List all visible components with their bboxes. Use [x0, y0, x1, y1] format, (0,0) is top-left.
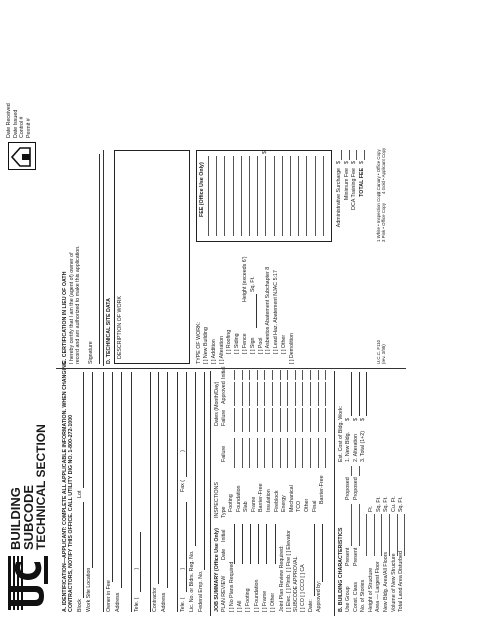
fee-line[interactable] [315, 156, 316, 236]
inspection-barrier-free-2: Barrier-Free [319, 475, 326, 504]
work-lead[interactable]: [ ] Lead Haz. Abatement NJAC 5:17 [273, 270, 280, 354]
plan-line-5[interactable] [266, 524, 267, 564]
use-group-label: Use Group [345, 586, 351, 612]
copies-left [376, 192, 387, 242]
inspection-cell-line[interactable] [234, 382, 235, 406]
inspection-cell-line[interactable] [257, 382, 258, 406]
form-number [376, 340, 387, 364]
center-divider [56, 368, 406, 369]
est-cost-label: Est. Cost of Bldg. Work: [338, 405, 344, 462]
work-demolition[interactable]: [ ] Demolition [288, 333, 295, 364]
fee-line[interactable] [282, 156, 283, 236]
inspection-cell-line[interactable] [318, 370, 319, 380]
fee-line[interactable] [265, 156, 266, 236]
inspection-cell-line[interactable] [242, 408, 243, 432]
subcode-approval-label: SUBCODE APPROVAL [293, 556, 299, 612]
fed-emp-label: Federal Emp. No. [198, 570, 204, 612]
owner-address-line[interactable] [121, 372, 122, 588]
cost-alteration: 2. Alteration [352, 434, 359, 462]
plan-review-date: Date [221, 548, 227, 560]
signature-line[interactable] [99, 154, 100, 364]
inspection-cell-line[interactable] [302, 438, 303, 468]
inspection-fireblock: Fireblock [273, 490, 280, 512]
contractor-line[interactable] [158, 372, 159, 584]
sqft-unit-1: Sq. Ft. [375, 496, 382, 512]
cost-line-2[interactable] [359, 372, 360, 416]
inspection-mechanical: Mechanical [288, 485, 295, 512]
lot-line[interactable] [83, 372, 84, 488]
ucc-logo-icon [6, 554, 50, 612]
inspection-type-header: Type [221, 506, 227, 518]
inspection-cell-line[interactable] [310, 408, 311, 432]
plan-item-footing[interactable]: [ ] Footing [245, 588, 252, 612]
inspection-cell-line[interactable] [272, 408, 273, 432]
fee-line[interactable] [216, 156, 217, 236]
title-line-2: SUBCODE [21, 484, 36, 550]
fee-line[interactable] [274, 156, 275, 236]
inspection-cell-line[interactable] [280, 438, 281, 468]
present-label-1: Present [345, 547, 351, 566]
inspection-final: Final [311, 500, 318, 512]
inspection-cell-line[interactable] [310, 370, 311, 380]
inspection-cell-line[interactable] [234, 438, 235, 468]
building-characteristic-line[interactable] [389, 514, 390, 556]
contractor-tele-line[interactable] [186, 502, 187, 592]
inspection-foundation: Foundation [235, 485, 242, 512]
sign-sqft-line[interactable] [256, 294, 257, 328]
contractor-address-label: Address [161, 592, 167, 612]
fee-line[interactable] [224, 156, 225, 236]
owner-tele-close: ) [134, 567, 140, 570]
work-sign[interactable]: [ ] Sign [249, 337, 256, 354]
contractor-tele-close: ) [180, 567, 186, 570]
fee-summary-line[interactable] [364, 150, 365, 160]
cost-dollar-1: $ [345, 418, 351, 421]
inspection-cell-line[interactable] [302, 382, 303, 406]
fence-height-note: Height (exceeds 6') [242, 256, 248, 302]
new-bldg-area-label: New Bldg. Area/All Floors [382, 551, 389, 612]
fee-summary-line[interactable] [349, 150, 350, 160]
control-no-label: Control # [19, 116, 26, 138]
work-other[interactable]: [ ] Other [280, 334, 287, 354]
inspection-cell-line[interactable] [295, 408, 296, 432]
house-icon-box [8, 142, 36, 170]
house-icon [9, 145, 33, 169]
lic-no-line[interactable] [195, 372, 196, 546]
inspection-cell-line[interactable] [257, 408, 258, 432]
plan-line-3[interactable] [250, 524, 251, 564]
fax-open: Fax ( [180, 479, 186, 492]
ucc-logo [6, 554, 50, 612]
section-c-heading: C. CERTIFICATION IN LIEU OF OATH [62, 271, 68, 364]
inspection-cell-line[interactable] [272, 382, 273, 406]
inspection-cell-line[interactable] [249, 382, 250, 406]
inspection-failure-header: Failure [221, 445, 227, 462]
plan-line-1[interactable] [234, 524, 235, 564]
owner-tele-line[interactable] [140, 532, 141, 592]
dates-heading: Dates (Month/Day) [214, 381, 220, 426]
section-a-heading-2: CONTRACTORS, NOTIFY THIS OFFICE. CALL UTILITY DIG NO. 1-800-272-1000 [68, 414, 74, 612]
inspection-cell-line[interactable] [310, 438, 311, 468]
copy-4: 4 Gold • Applicant Copy [381, 147, 387, 194]
work-roofing[interactable]: [ ] Roofing [226, 329, 233, 354]
plan-line-4[interactable] [258, 524, 259, 564]
building-characteristic-line[interactable] [381, 514, 382, 556]
section-a-bottom-rule [210, 371, 211, 616]
plan-review-initial: Initial [221, 529, 227, 542]
inspection-cell-line[interactable] [302, 370, 303, 380]
inspection-cell-line[interactable] [257, 370, 258, 380]
work-pool[interactable]: [ ] Pool [257, 337, 264, 354]
official-use-block [6, 103, 32, 138]
inspection-cell-line[interactable] [272, 438, 273, 468]
approved-by-line[interactable] [322, 524, 323, 582]
inspection-cell-line[interactable] [310, 382, 311, 406]
block-label: Block [77, 599, 83, 612]
inspection-footing: Footing [228, 494, 234, 512]
section-a-divider-2 [150, 372, 151, 612]
copy-2: 2 Canary • Office Copy [376, 149, 381, 194]
owner-tele-open: Tele. ( [134, 597, 140, 612]
job-summary-bottom-rule [334, 371, 335, 616]
building-characteristic-line[interactable] [351, 504, 352, 546]
inspection-energy: Energy [281, 495, 288, 512]
building-characteristic-line[interactable] [397, 514, 398, 556]
contractor-tele-open: Tele. ( [180, 597, 186, 612]
work-new-building[interactable]: [ ] New Building [203, 327, 209, 364]
plan-line-6[interactable] [275, 524, 276, 564]
section-a-heading: A. IDENTIFICATION—APPLICANT: COMPLETE ALL APPLICABLE INFORMATION. WHEN CHANGING [62, 361, 68, 612]
plan-item-no-plans[interactable]: [ ] No Plans Required [229, 561, 235, 612]
sign-sqft-note: Sq. Ft. [250, 276, 256, 292]
inspection-cell-line[interactable] [257, 438, 258, 468]
joint-review-options[interactable]: [ ] Elec. [ ] Plmb. [ ] Fire [ ] Elevator [286, 530, 292, 612]
inspection-initial-header: Initial [221, 366, 227, 379]
contractor-address-line[interactable] [167, 372, 168, 588]
inspection-tco: TCO [296, 500, 303, 512]
section-c-text-2: record and am authorized to make this application. [75, 245, 81, 364]
title-line-3: TECHNICAL SECTION [34, 424, 48, 550]
title-line-1: BUILDING [8, 487, 23, 550]
owner-line[interactable] [112, 372, 113, 582]
lic-no-label: Lic. No. or Bldrs. Reg. No. [189, 550, 195, 612]
inspection-cell-line[interactable] [264, 370, 265, 380]
inspection-cell-line[interactable] [287, 408, 288, 432]
work-siding[interactable]: [ ] Siding [234, 333, 241, 354]
inspections-heading: INSPECTIONS [214, 482, 220, 518]
inspection-type-list [228, 475, 327, 512]
block-line[interactable] [83, 502, 84, 598]
section-c-bottom-rule [103, 150, 104, 366]
fax-line[interactable] [186, 372, 187, 477]
fee-dollar: $ [262, 151, 268, 154]
plan-item-other[interactable]: [ ] Other [270, 592, 277, 612]
section-a-divider-1 [103, 372, 104, 612]
inspection-cell-line[interactable] [287, 382, 288, 406]
volume-label: Volume of New Structure [390, 553, 397, 612]
inspection-cell-line[interactable] [272, 370, 273, 380]
cost-list [345, 431, 368, 462]
work-asbestos[interactable]: [ ] Asbestos Abatement Subchapter 8 [265, 266, 272, 354]
inspection-cell-line[interactable] [280, 382, 281, 406]
inspection-cell-line[interactable] [295, 438, 296, 468]
fax-close: ) [180, 450, 186, 452]
plan-review-label: PLAN REVIEW [221, 575, 227, 612]
inspection-cell-line[interactable] [325, 438, 326, 468]
plan-item-all[interactable]: [ ] All [237, 600, 244, 612]
owner-address-label: Address [115, 592, 121, 612]
fee-line[interactable] [298, 156, 299, 236]
inspection-cell-line[interactable] [295, 370, 296, 380]
copy-3: 3 Pink • Office Copy [381, 202, 387, 242]
permit-no-label: Permit # [25, 118, 32, 138]
job-summary-heading: JOB SUMMARY (Office Use Only) [214, 528, 220, 612]
plan-item-foundation[interactable]: [ ] Foundation [253, 579, 260, 612]
sqft-unit-3: Sq. Ft. [398, 496, 405, 512]
dca-training-label: DCA Training Fee [351, 168, 358, 210]
present-label-2: Present [352, 547, 359, 566]
date-received-label: Date Received [6, 103, 12, 138]
inspection-slab: Slab [243, 501, 250, 512]
inspection-cell-line[interactable] [295, 382, 296, 406]
dca-dollar: $ [351, 161, 358, 164]
fee-line[interactable] [208, 156, 209, 236]
inspection-cell-line[interactable] [280, 370, 281, 380]
inspection-cell-line[interactable] [287, 370, 288, 380]
subcode-approval-options[interactable]: [ ] CO [ ] CCO [ ] CA [300, 564, 306, 612]
date-issued-label: Date Issued [12, 109, 19, 138]
approved-by-label: Approved by: [316, 580, 322, 612]
inspection-cell-line[interactable] [242, 438, 243, 468]
inspection-cell-line[interactable] [318, 408, 319, 432]
section-c-text-1: I hereby certify that I am the (agent of) owner of [69, 252, 75, 364]
inspection-cell-line[interactable] [242, 370, 243, 380]
contractor-address-line-2[interactable] [177, 372, 178, 612]
type-of-work-heading: TYPE OF WORK: [196, 321, 202, 364]
inspection-frame: Frame [250, 496, 257, 512]
fee-line[interactable] [306, 156, 307, 236]
work-site-label: Work Site Location [86, 567, 92, 612]
inspection-cell-line[interactable] [264, 382, 265, 406]
section-b-heading: B. BUILDING CHARACTERISTICS [338, 527, 344, 612]
plan-review-list [228, 562, 277, 612]
fee-line[interactable] [323, 156, 324, 236]
description-label: DESCRIPTION OF WORK [117, 296, 123, 359]
cost-dollar-3: $ [360, 418, 367, 421]
approval-date-line[interactable] [314, 524, 315, 596]
total-land-label: Total Land Area Disturbed [398, 551, 405, 612]
total-dollar: $ [358, 161, 365, 164]
building-characteristic-line[interactable] [374, 514, 375, 556]
fee-line[interactable] [241, 156, 242, 236]
admin-dollar: $ [336, 161, 342, 164]
minimum-fee-label: Minimum Fee [343, 168, 350, 201]
cost-line-1[interactable] [351, 372, 352, 416]
contractor-label: Contractor [152, 587, 158, 612]
inspection-cell-line[interactable] [325, 408, 326, 432]
signature-label: Signature [88, 341, 94, 364]
inspection-cell-line[interactable] [234, 370, 235, 380]
inspection-cell-line[interactable] [325, 370, 326, 380]
inspection-cell-line[interactable] [287, 438, 288, 468]
cost-line-3[interactable] [366, 372, 367, 416]
cost-total: 3. Total (1+2) [360, 431, 367, 462]
inspection-cell-line[interactable] [325, 382, 326, 406]
plan-line-2[interactable] [242, 524, 243, 564]
proposed-label-2: Proposed [352, 477, 359, 500]
description-of-work-box[interactable] [114, 150, 190, 364]
fee-summary-line[interactable] [356, 150, 357, 160]
fee-line[interactable] [257, 156, 258, 236]
owner-label: Owner in Fee [106, 580, 112, 612]
section-d-heading: D. TECHNICAL SITE DATA [106, 298, 112, 364]
minimum-dollar: $ [343, 161, 350, 164]
lot-label: Lot [77, 490, 83, 498]
cuft-unit: Cu. Ft. [390, 496, 397, 512]
inspection-cell-line[interactable] [249, 438, 250, 468]
inspection-insulation: Insulation [265, 489, 272, 512]
area-floor-label: Area — Largest Floor [375, 561, 382, 612]
joint-review-label: Joint Plan Review Required: [279, 545, 285, 612]
work-addition[interactable]: [ ] Addition [210, 339, 217, 364]
cost-dollar-2: $ [352, 418, 359, 421]
fee-summary-dollars [336, 161, 366, 164]
inspection-cell-line[interactable] [249, 408, 250, 432]
building-characteristic-line[interactable] [404, 514, 405, 556]
owner-address-line-2[interactable] [131, 372, 132, 612]
fee-summary [336, 168, 366, 238]
inspection-cell-line[interactable] [264, 438, 265, 468]
approval-date-label: Date: [308, 599, 314, 612]
cost-new-bldg: 1. New Bldg. [345, 431, 351, 462]
admin-surcharge-label: Administrative Surcharge [336, 168, 342, 228]
work-fence[interactable]: [ ] Fence [241, 333, 248, 354]
proposed-label-1: Proposed [345, 477, 351, 500]
inspection-cell-line[interactable] [242, 382, 243, 406]
plan-item-frame[interactable]: [ ] Frame [261, 590, 268, 612]
fed-emp-line[interactable] [204, 372, 205, 570]
fee-line[interactable] [249, 156, 250, 236]
building-characteristic-line[interactable] [366, 514, 367, 556]
inspection-approved-header: Approved [221, 381, 227, 404]
inspection-cell-line[interactable] [280, 408, 281, 432]
sqft-unit-2: Sq. Ft. [383, 496, 390, 512]
const-class-label: Const. Class [352, 581, 359, 612]
fee-line[interactable] [290, 156, 291, 236]
inspection-cell-line[interactable] [318, 382, 319, 406]
inspection-cell-line[interactable] [318, 438, 319, 468]
inspection-other: Other [303, 498, 310, 512]
fee-heading: FEE (Office Use Only) [199, 162, 205, 217]
inspection-cell-line[interactable] [302, 408, 303, 432]
building-characteristic-line[interactable] [359, 466, 360, 476]
ft-unit: Ft. [368, 505, 374, 512]
form-rev-label: (rev. 3/95) [381, 344, 387, 364]
height-label: Height of Structure [367, 567, 374, 612]
building-characteristic-line[interactable] [351, 466, 352, 476]
stories-label: No. of Stories [360, 579, 367, 612]
fee-line[interactable] [233, 156, 234, 236]
copy-1: 1 White • Inspection Copy [376, 191, 381, 242]
page-title [9, 424, 47, 550]
inspection-cell-line[interactable] [234, 408, 235, 432]
inspection-cell-line[interactable] [264, 408, 265, 432]
work-site-line[interactable] [92, 372, 93, 568]
work-alteration[interactable]: [ ] Alteration [218, 336, 225, 364]
total-fee-label: TOTAL FEE [358, 168, 365, 197]
form-no-label: U.C.C. F110 [376, 339, 381, 364]
building-characteristic-line[interactable] [359, 504, 360, 546]
inspection-failure2-header: Failure [221, 409, 227, 426]
copies-right [376, 148, 387, 194]
inspection-cell-line[interactable] [249, 370, 250, 380]
inspection-barrier-free: Barrier-Free [258, 483, 265, 512]
fee-summary-line[interactable] [341, 150, 342, 160]
